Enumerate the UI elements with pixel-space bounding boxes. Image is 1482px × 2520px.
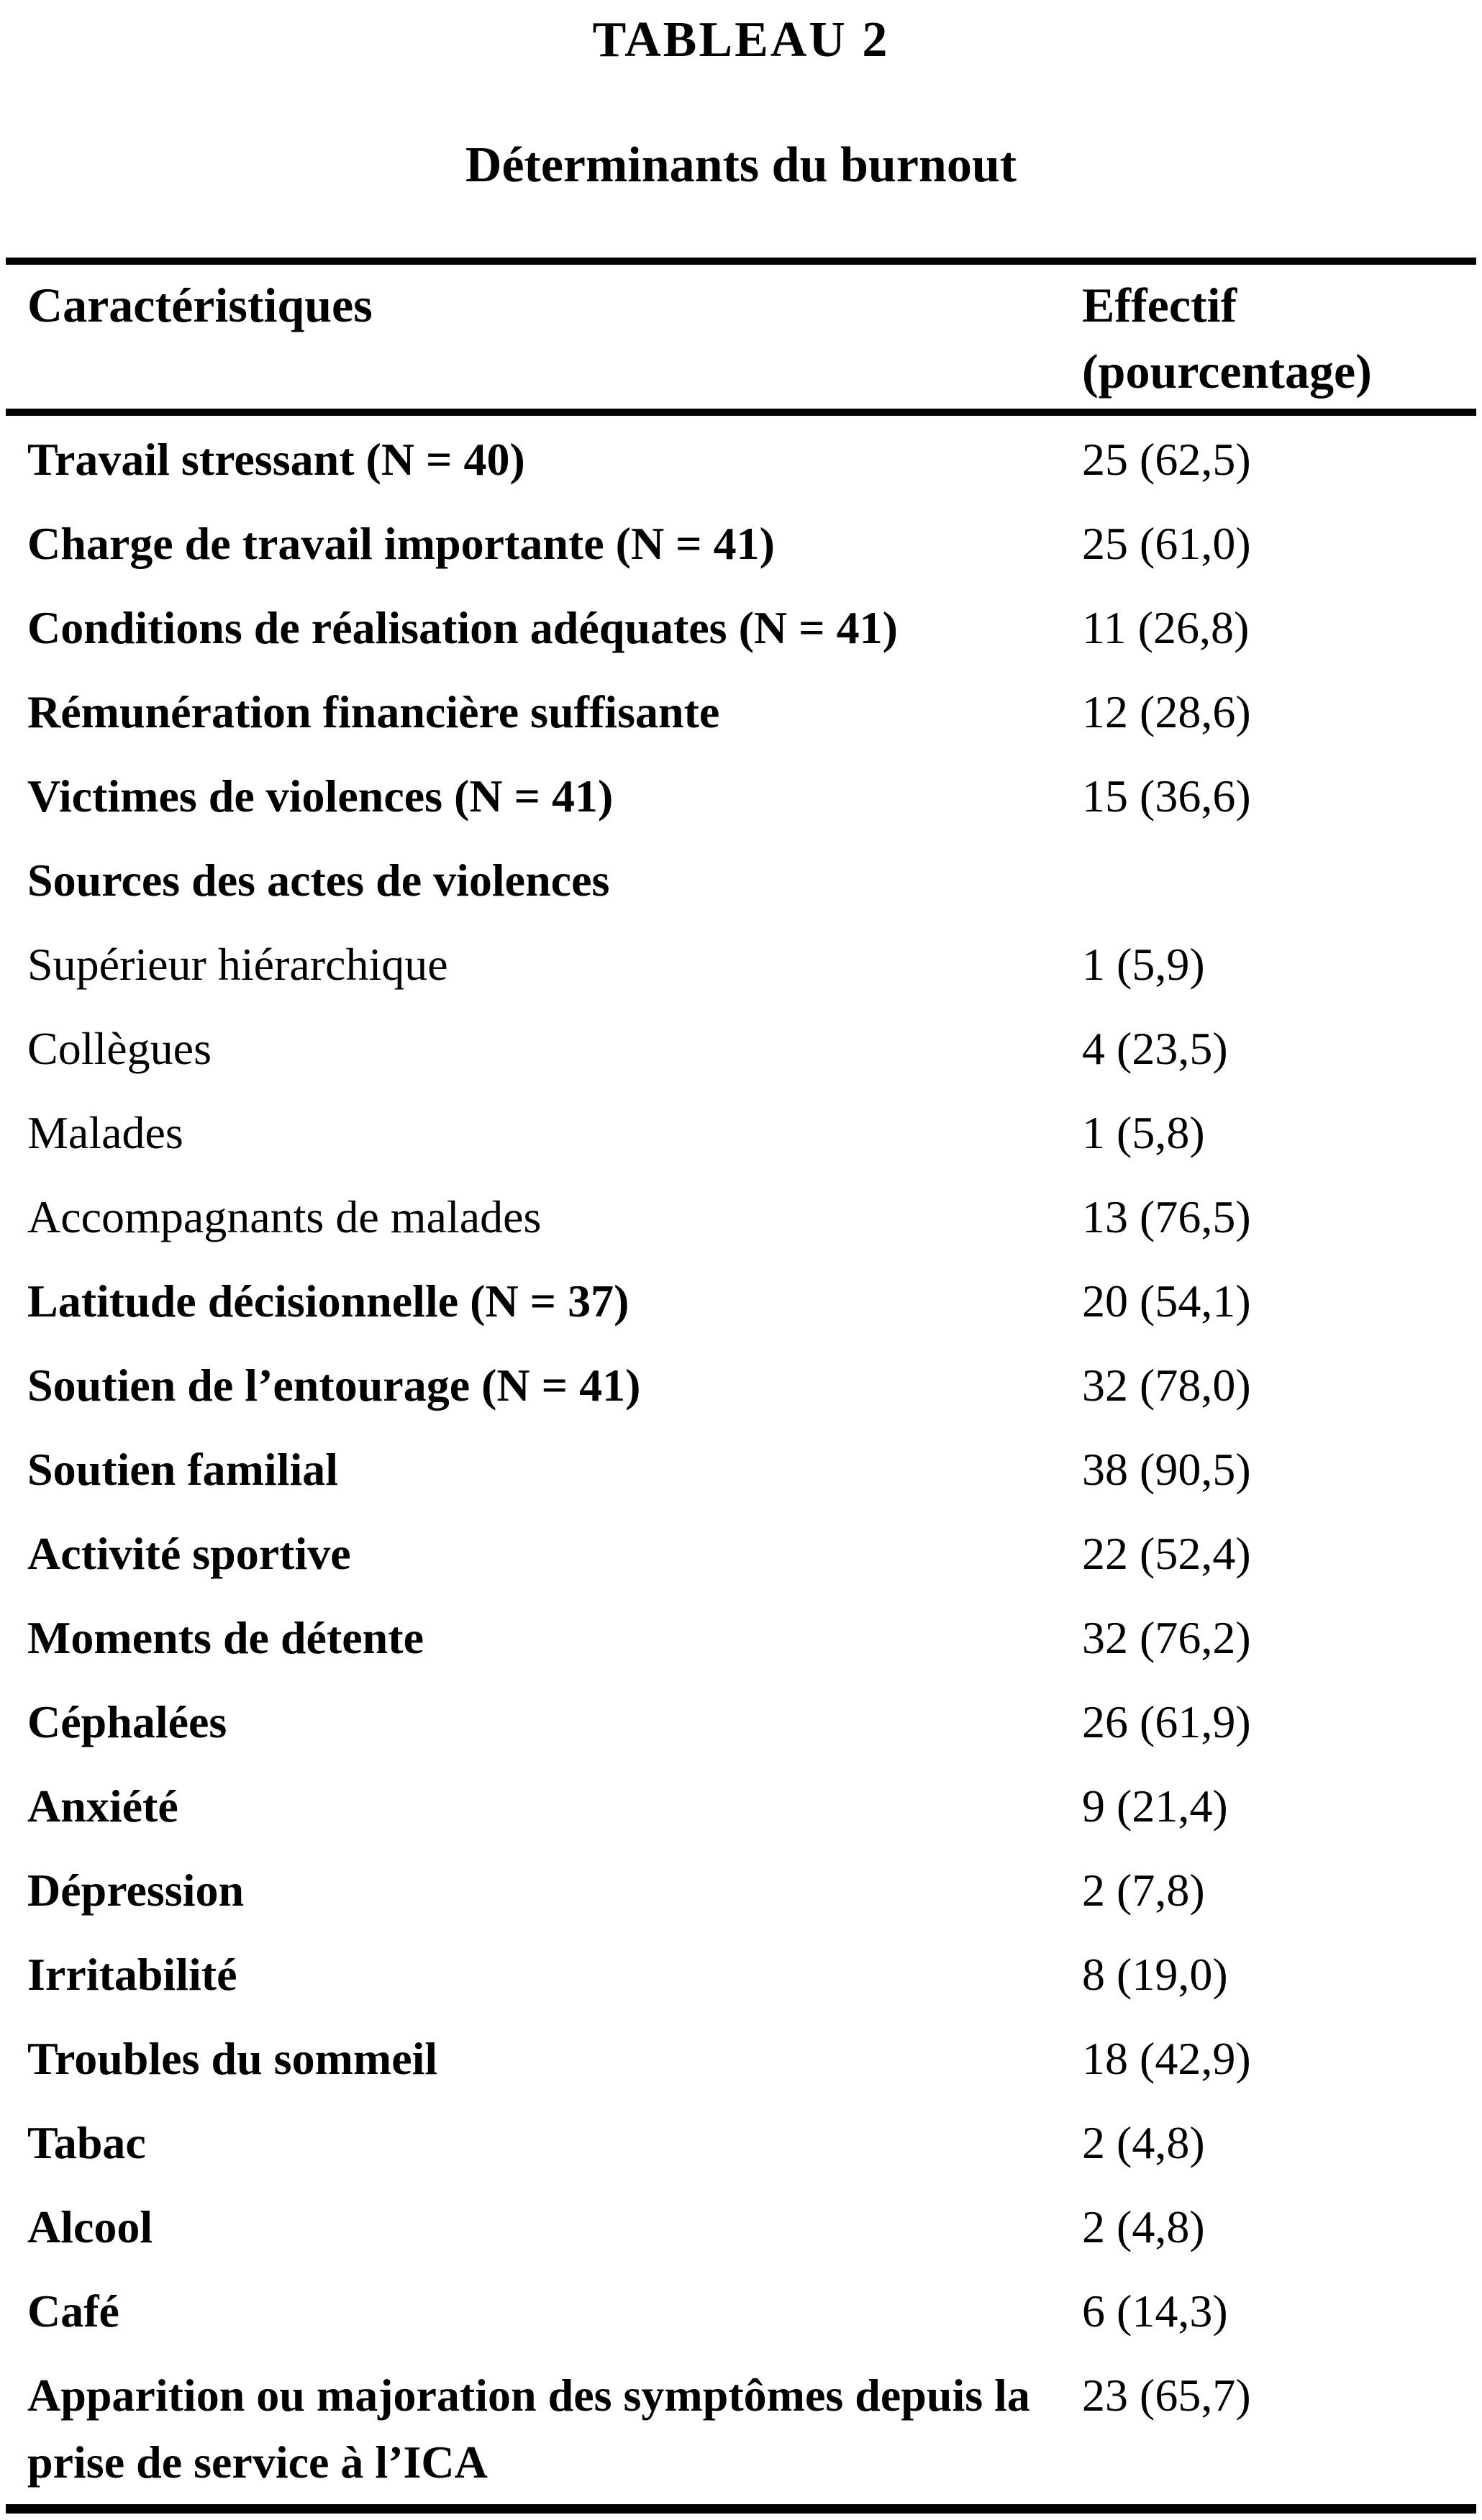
row-value: 26 (61,9)	[1082, 1696, 1251, 1747]
table-body	[6, 416, 1476, 2514]
table-row	[6, 1091, 1476, 1175]
table-row	[6, 1932, 1476, 2016]
row-label: Anxiété	[27, 1780, 178, 1832]
row-label: Soutien de l’entourage (N = 41)	[27, 1360, 641, 1411]
row-label: Céphalées	[27, 1696, 227, 1747]
row-value: 18 (42,9)	[1082, 2033, 1251, 2084]
row-value: 20 (54,1)	[1082, 1275, 1251, 1327]
row-value: 25 (62,5)	[1082, 434, 1251, 485]
row-label: Dépression	[27, 1865, 245, 1916]
row-label: Victimes de violences (N = 41)	[27, 770, 614, 822]
table-row	[6, 754, 1476, 838]
table-row	[6, 1848, 1476, 1932]
table-row	[6, 1680, 1476, 1764]
row-value: 4 (23,5)	[1082, 1023, 1228, 1074]
header-effectif-pourcentage	[1082, 272, 1476, 404]
row-label: Tabac	[27, 2117, 146, 2168]
row-value: 9 (21,4)	[1082, 1780, 1228, 1832]
row-label: Apparition ou majoration des symptômes depuis la prise de service à l’ICA	[27, 2370, 1030, 2488]
row-value: 2 (4,8)	[1082, 2117, 1205, 2168]
row-value: 8 (19,0)	[1082, 1949, 1228, 2000]
row-value: 2 (4,8)	[1082, 2201, 1205, 2252]
table-number-heading: TABLEAU 2	[592, 12, 890, 68]
row-label: Charge de travail importante (N = 41)	[27, 518, 775, 569]
table-title-heading: Déterminants du burnout	[465, 137, 1017, 193]
row-label: Irritabilité	[27, 1949, 237, 2000]
table-row	[6, 1259, 1476, 1343]
row-label: Activité sportive	[27, 1528, 351, 1579]
row-label: Alcool	[27, 2201, 153, 2252]
table-row	[6, 2016, 1476, 2101]
row-value: 1 (5,8)	[1082, 1107, 1205, 1158]
row-label: Accompagnants de malades	[27, 1191, 542, 1242]
table-row	[6, 838, 1476, 922]
table-row	[6, 1006, 1476, 1091]
row-value: 2 (7,8)	[1082, 1865, 1205, 1916]
table-row	[6, 586, 1476, 670]
table-row	[6, 1764, 1476, 1848]
row-value: 6 (14,3)	[1082, 2285, 1228, 2337]
table-row	[6, 1175, 1476, 1259]
row-value: 11 (26,8)	[1082, 602, 1250, 653]
row-value: 22 (52,4)	[1082, 1528, 1251, 1579]
row-value: 15 (36,6)	[1082, 770, 1251, 822]
header-effectif-line2: (pourcentage)	[1082, 344, 1372, 399]
row-value: 12 (28,6)	[1082, 686, 1251, 737]
table-row	[6, 417, 1476, 501]
table-row	[6, 501, 1476, 586]
table-row	[6, 2101, 1476, 2185]
row-value: 38 (90,5)	[1082, 1444, 1251, 1495]
header-effectif-line1: Effectif	[1082, 278, 1237, 332]
row-value: 32 (76,2)	[1082, 1612, 1251, 1663]
row-value: 1 (5,9)	[1082, 939, 1205, 990]
row-label: Malades	[27, 1107, 183, 1158]
burnout-determinants-table	[6, 258, 1476, 2514]
row-label: Latitude décisionnelle (N = 37)	[27, 1275, 629, 1327]
row-label: Supérieur hiérarchique	[27, 939, 448, 990]
table-row	[6, 1427, 1476, 1511]
table-row	[6, 2185, 1476, 2269]
row-label: Troubles du sommeil	[27, 2033, 438, 2084]
table-row	[6, 2353, 1476, 2496]
header-caracteristiques: Caractéristiques	[27, 278, 373, 332]
table-row	[6, 2269, 1476, 2353]
table-row	[6, 1511, 1476, 1596]
row-label: Travail stressant (N = 40)	[27, 434, 525, 485]
row-label: Sources des actes de violences	[27, 855, 610, 906]
table-row	[6, 670, 1476, 754]
table-row	[6, 1343, 1476, 1427]
row-value: 32 (78,0)	[1082, 1360, 1251, 1411]
table-row	[6, 922, 1476, 1006]
row-label: Collègues	[27, 1023, 212, 1074]
row-value: 23 (65,7)	[1082, 2370, 1251, 2421]
table-header-row	[6, 258, 1476, 416]
row-label: Moments de détente	[27, 1612, 424, 1663]
row-value	[1082, 847, 1476, 922]
row-label: Café	[27, 2285, 119, 2337]
row-value: 25 (61,0)	[1082, 518, 1251, 569]
row-label: Rémunération financière suffisante	[27, 686, 720, 737]
row-label: Soutien familial	[27, 1444, 339, 1495]
table-row	[6, 1596, 1476, 1680]
row-value: 13 (76,5)	[1082, 1191, 1251, 1242]
row-label: Conditions de réalisation adéquates (N = 41)	[27, 602, 898, 653]
